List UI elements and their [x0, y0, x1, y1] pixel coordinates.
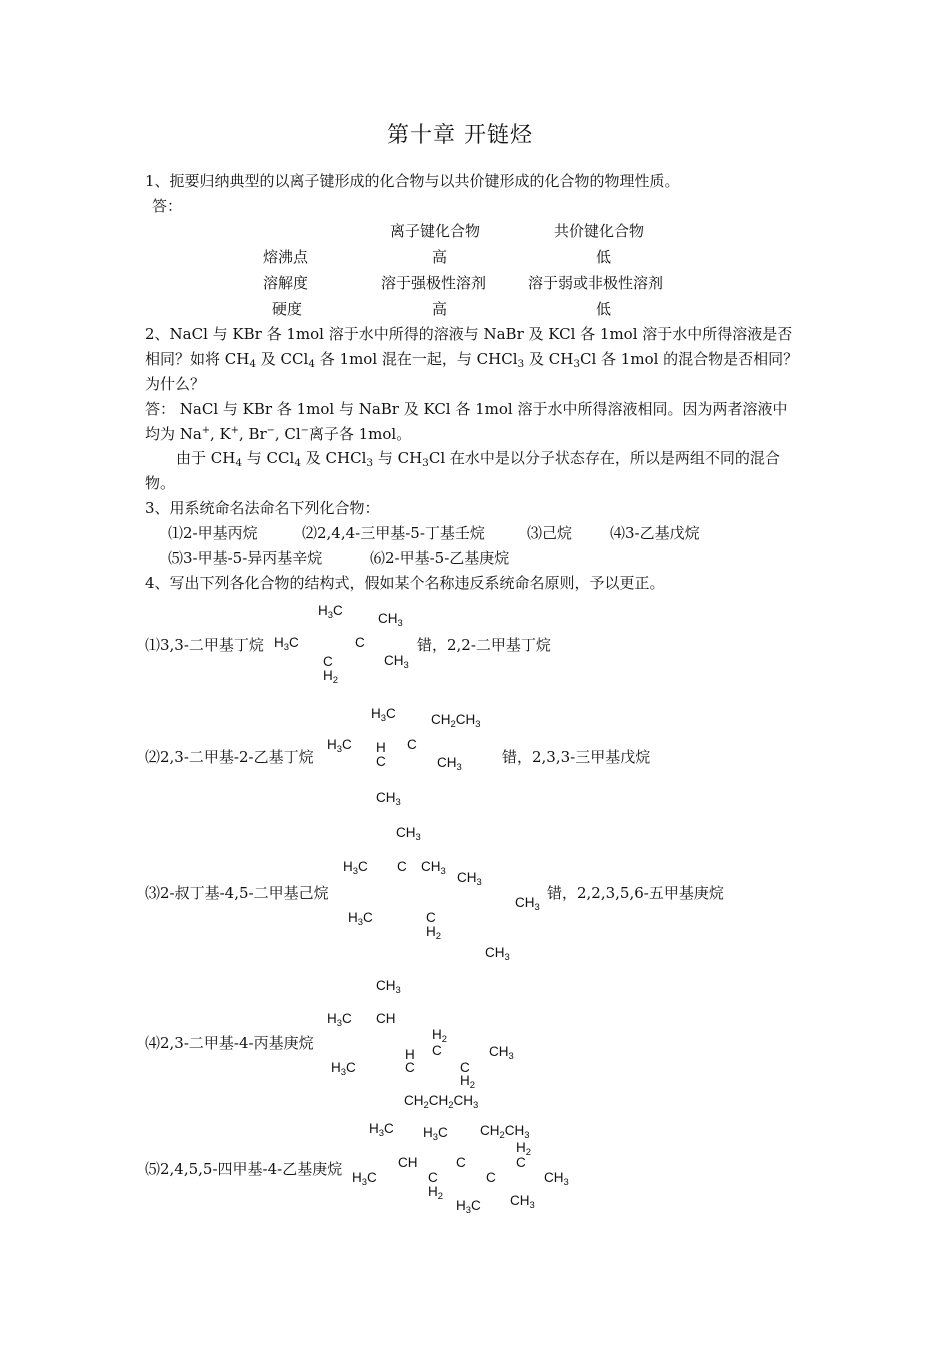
- list-item: ⑶己烷: [527, 524, 573, 542]
- chem-group: $CH_3$: [544, 1170, 569, 1188]
- list-item: ⑴2-甲基丙烷: [168, 524, 258, 542]
- structure-label-5: ⑸2,4,5,5-四甲基-4-乙基庚烷: [145, 1160, 343, 1178]
- table-cell: 溶于强极性溶剂: [381, 274, 487, 292]
- answer-2-line-2: 均为 Na+, K+, Br−, Cl−离子各 1mol。: [145, 425, 412, 443]
- chem-group: $H_3C$: [456, 1198, 481, 1216]
- structure-label-2: ⑵2,3-二甲基-2-乙基丁烷: [145, 748, 314, 766]
- question-1: 1、扼要归纳典型的以离子键形成的化合物与以共价键形成的化合物的物理性质。: [145, 172, 680, 190]
- chem-group: C: [397, 859, 407, 874]
- question-2-line-1: 2、NaCl 与 KBr 各 1mol 溶于水中所得的溶液与 NaBr 及 KCl 各 1mol 溶于水中所得溶液是否: [145, 325, 793, 343]
- chem-group: $H_3C$: [343, 859, 368, 877]
- chem-group: C: [428, 1170, 438, 1185]
- chem-group: $H_3C$: [352, 1170, 377, 1188]
- chem-group: C: [376, 754, 386, 769]
- chem-group: $H_3C$: [327, 1011, 352, 1029]
- question-3: 3、用系统命名法命名下列化合物：: [145, 499, 380, 517]
- chem-group: $H_3C$: [348, 910, 373, 928]
- chem-group: CH: [398, 1155, 418, 1170]
- chem-group: C: [405, 1060, 415, 1075]
- question-2-line-2: 相同？如将 $CH_4$ 及 CCl$_4$ 各 1mol 混在一起，与 CHCl$_3$ 及 $CH_3Cl$ 各 1mol 的混合物是否相同？: [145, 350, 799, 370]
- answer-2-line-4: 物。: [145, 474, 176, 492]
- chem-group: $H_3C$: [274, 635, 299, 653]
- chem-group: $H_3C$: [423, 1125, 448, 1143]
- structure-correction-2: 错，2,3,3-三甲基戊烷: [502, 748, 651, 766]
- table-header-ionic: 离子键化合物: [390, 222, 481, 240]
- table-row-prop: 熔沸点: [263, 248, 309, 266]
- chem-group: $CH_3$: [421, 859, 446, 877]
- chem-group: C: [516, 1155, 526, 1170]
- chem-group: C: [355, 635, 365, 650]
- table-row-prop: 硬度: [272, 300, 303, 318]
- chem-group: $H_3C$: [327, 737, 352, 755]
- chem-group: $CH_3$: [378, 611, 403, 629]
- answer-2-line-3: 由于 $CH_4$ 与 CCl$_4$ 及 CHCl$_3$ 与 $CH_3Cl$ 在水中是以分子状态存在，所以是两组不同的混合: [176, 449, 780, 469]
- list-item: ⑵2,4,4-三甲基-5-丁基壬烷: [302, 524, 485, 542]
- chem-group: $CH_3$: [376, 790, 401, 808]
- chem-group: $H_2$: [516, 1140, 531, 1158]
- chem-group: $CH_3$: [489, 1044, 514, 1062]
- chem-group: $CH_3$: [437, 755, 462, 773]
- chem-group: $CH_3$: [485, 945, 510, 963]
- chem-group: $CH_3$: [457, 870, 482, 888]
- structure-label-4: ⑷2,3-二甲基-4-丙基庚烷: [145, 1034, 314, 1052]
- chem-group: C: [456, 1155, 466, 1170]
- chem-group: C: [407, 737, 417, 752]
- table-header-covalent: 共价键化合物: [554, 222, 645, 240]
- chem-group: $H_2$: [426, 924, 441, 942]
- chem-group: $H_3C$: [331, 1060, 356, 1078]
- chem-group: H: [376, 740, 386, 755]
- chem-group: $H_3C$: [369, 1121, 394, 1139]
- chem-group: CH: [376, 1011, 396, 1026]
- answer-2-line-1: 答： NaCl 与 KBr 各 1mol 与 NaBr 及 KCl 各 1mol 溶于水中所得溶液相同。因为两者溶液中: [145, 400, 788, 418]
- table-cell: 溶于弱或非极性溶剂: [528, 274, 664, 292]
- table-cell: 高: [432, 248, 448, 266]
- structure-label-1: ⑴3,3-二甲基丁烷: [145, 636, 264, 654]
- chem-group: $H_3C$: [371, 706, 396, 724]
- chem-group: $CH_3$: [384, 653, 409, 671]
- table-cell: 高: [432, 300, 448, 318]
- chem-group: $CH_2CH_2CH_3$: [404, 1093, 479, 1111]
- table-cell: 低: [596, 300, 612, 318]
- chem-group: $CH_3$: [515, 895, 540, 913]
- chem-group: $CH_3$: [376, 978, 401, 996]
- chem-group: C: [486, 1170, 496, 1185]
- chem-group: C: [323, 654, 333, 669]
- question-4: 4、写出下列各化合物的结构式，假如某个名称违反系统命名原则，予以更正。: [145, 574, 665, 592]
- structure-label-3: ⑶2-叔丁基-4,5-二甲基己烷: [145, 884, 329, 902]
- chem-group: $CH_2CH_3$: [431, 712, 481, 730]
- chem-group: $H_3C$: [318, 603, 343, 621]
- list-item: ⑹2-甲基-5-乙基庚烷: [370, 549, 510, 567]
- question-2-line-3: 为什么？: [145, 375, 206, 393]
- list-item: ⑸3-甲基-5-异丙基辛烷: [168, 549, 323, 567]
- structure-correction-1: 错，2,2-二甲基丁烷: [417, 636, 551, 654]
- list-item: ⑷3-乙基戊烷: [610, 524, 700, 542]
- chem-group: H: [405, 1047, 415, 1062]
- table-row-prop: 溶解度: [263, 274, 309, 292]
- table-cell: 低: [596, 248, 612, 266]
- chem-group: $CH_2CH_3$: [480, 1123, 530, 1141]
- chem-group: C: [460, 1060, 470, 1075]
- chem-group: $H_2$: [460, 1073, 475, 1091]
- answer-label: 答：: [152, 197, 183, 215]
- structure-correction-3: 错，2,2,3,5,6-五甲基庚烷: [547, 884, 724, 902]
- chem-group: $CH_3$: [510, 1193, 535, 1211]
- chem-group: $CH_3$: [396, 825, 421, 843]
- chem-group: $H_2$: [432, 1027, 447, 1045]
- chem-group: C: [426, 910, 436, 925]
- chem-group: $H_2$: [428, 1184, 443, 1202]
- chem-group: C: [432, 1043, 442, 1058]
- page-title: 第十章 开链烃: [387, 123, 533, 148]
- chem-group: $H_2$: [323, 668, 338, 686]
